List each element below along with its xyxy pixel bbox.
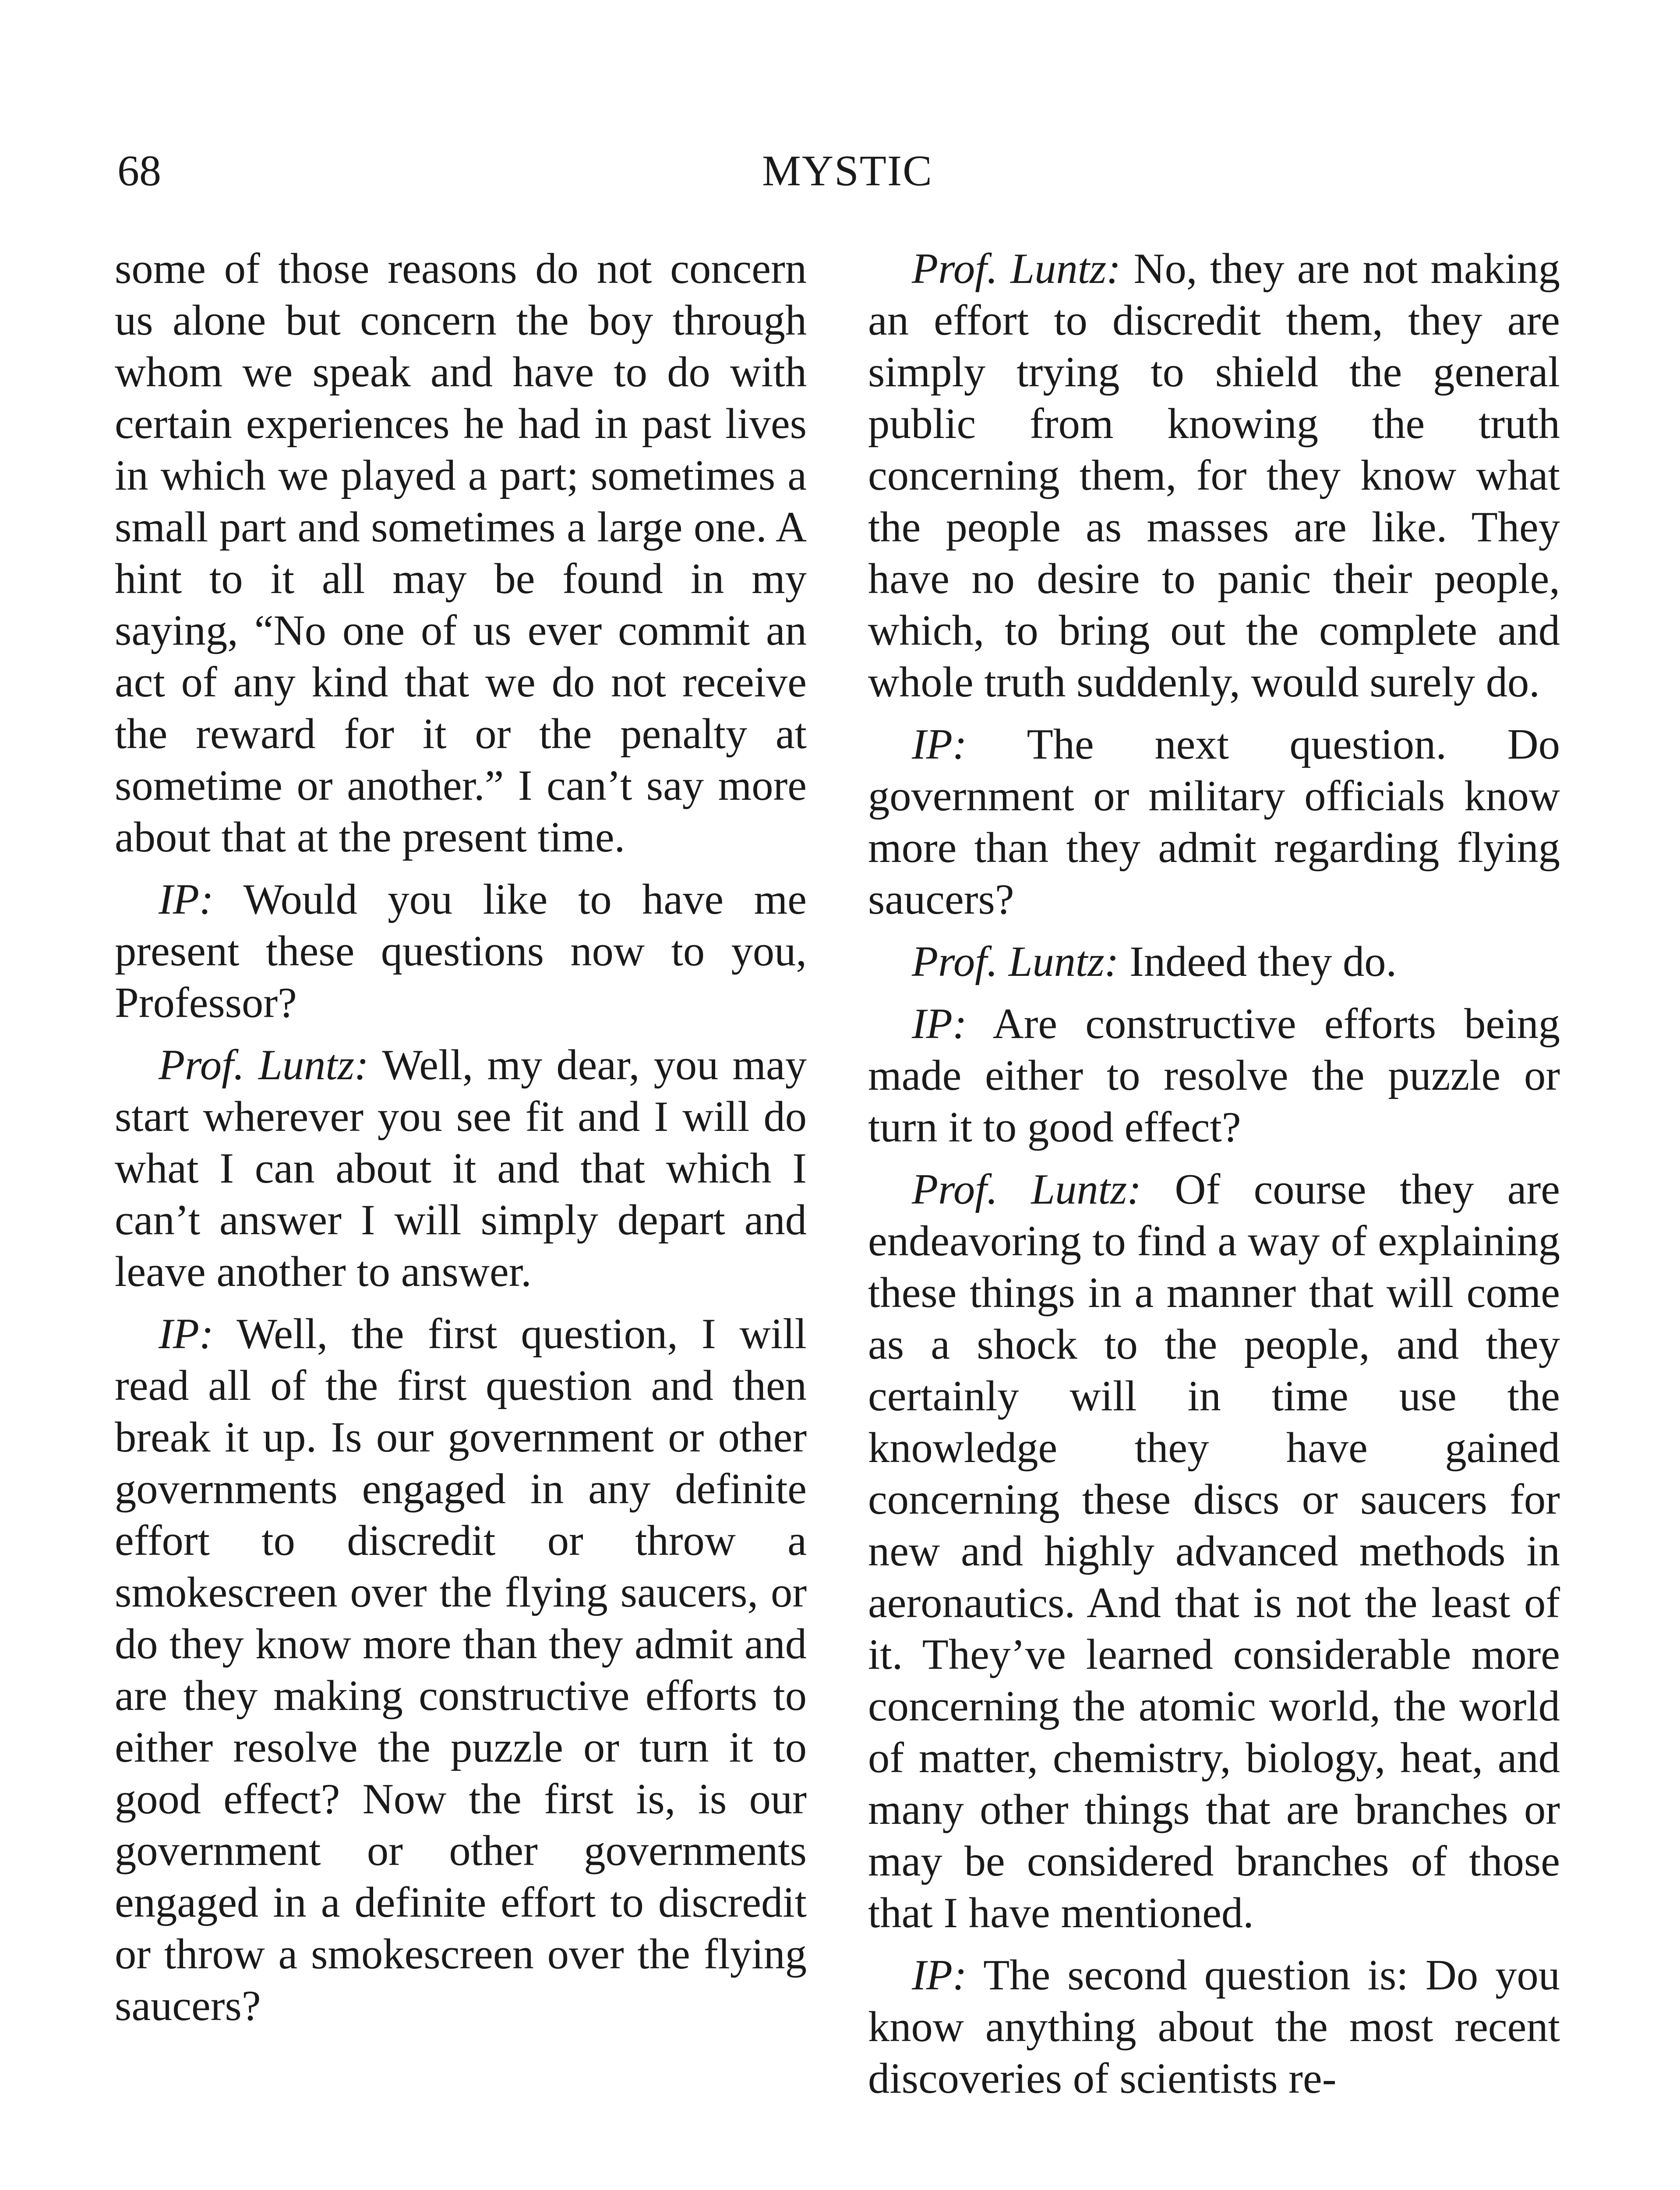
- speaker-label: IP:: [912, 1000, 967, 1048]
- paragraph: [868, 998, 1560, 1153]
- paragraph-text: some of those reasons do not concern us alone but concern the boy through whom we speak and have to do with certain experiences he had in past lives in which we played a part; sometimes a small part and sometimes a large one. A hint to it all may be found in my saying, “No one of us ever commit an act of any kind that we do not receive the reward for it or the penalty at sometime or another.” I can’t say more about that at the present time.: [115, 245, 807, 861]
- paragraph: [868, 243, 1560, 708]
- speaker-label: IP:: [912, 721, 967, 768]
- paragraph-text: The next question. Do government or military officials know more than they admit regarding flying saucers?: [868, 721, 1560, 923]
- speaker-label: IP:: [159, 1310, 214, 1358]
- speaker-label: Prof. Luntz:: [912, 245, 1121, 293]
- paragraph-text: The second question is: Do you know anything about the most recent discoveries of scientists re-: [868, 1951, 1560, 2102]
- paragraph-text: Well, the first question, I will read all of the first question and then break it up. Is our government or other governments engaged in any definite effort to discredit or throw a smokescreen over the flying saucers, or do they know more than they admit and are they making constructive efforts to either resolve the puzzle or turn it to good effect? Now the first is, is our government or other governments engaged in a definite effort to discredit or throw a smokescreen over the flying saucers?: [115, 1310, 807, 2030]
- speaker-label: IP:: [912, 1951, 967, 1999]
- paragraph-text: Would you like to have me present these questions now to you, Professor?: [115, 876, 807, 1027]
- paragraph-text: Are constructive efforts being made either to resolve the puzzle or turn it to good effect?: [868, 1000, 1560, 1151]
- paragraph: [868, 719, 1560, 925]
- speaker-label: Prof. Luntz:: [159, 1041, 369, 1089]
- paragraph: [115, 1039, 807, 1298]
- paragraph-text: Of course they are endeavoring to find a way of explaining these things in a manner that will come as a shock to the people, and they certainly will in time use the knowledge they have gained concerning these discs or saucers for new and highly advanced methods in aeronautics. And that is not the least of it. They’ve learned considerable more concerning the atomic world, the world of matter, chemistry, biology, heat, and many other things that are branches or may be considered branches of those that I have mentioned.: [868, 1166, 1560, 1937]
- paragraph: [115, 1308, 807, 2032]
- paragraph: [868, 1950, 1560, 2105]
- running-head: MYSTIC: [762, 146, 933, 195]
- paragraph: [115, 874, 807, 1029]
- paragraph: [868, 1164, 1560, 1939]
- speaker-label: Prof. Luntz:: [912, 1166, 1142, 1213]
- right-column: [868, 243, 1560, 2115]
- left-column: [115, 243, 807, 2042]
- paragraph: [115, 243, 807, 863]
- paragraph-text: Well, my dear, you may start wherever you see fit and I will do what I can about it and that which I can’t answer I will simply depart and leave another to answer.: [115, 1041, 807, 1296]
- paragraph: [868, 936, 1560, 988]
- paragraph-text: Indeed they do.: [1129, 938, 1397, 986]
- speaker-label: Prof. Luntz:: [912, 938, 1119, 986]
- speaker-label: IP:: [159, 876, 214, 923]
- paragraph-text: No, they are not making an effort to discredit them, they are simply trying to shield the general public from knowing the truth concerning them, for they know what the people as masses are like. They have no desire to panic their people, which, to bring out the complete and whole truth suddenly, would surely do.: [868, 245, 1560, 706]
- page-number: 68: [117, 146, 161, 195]
